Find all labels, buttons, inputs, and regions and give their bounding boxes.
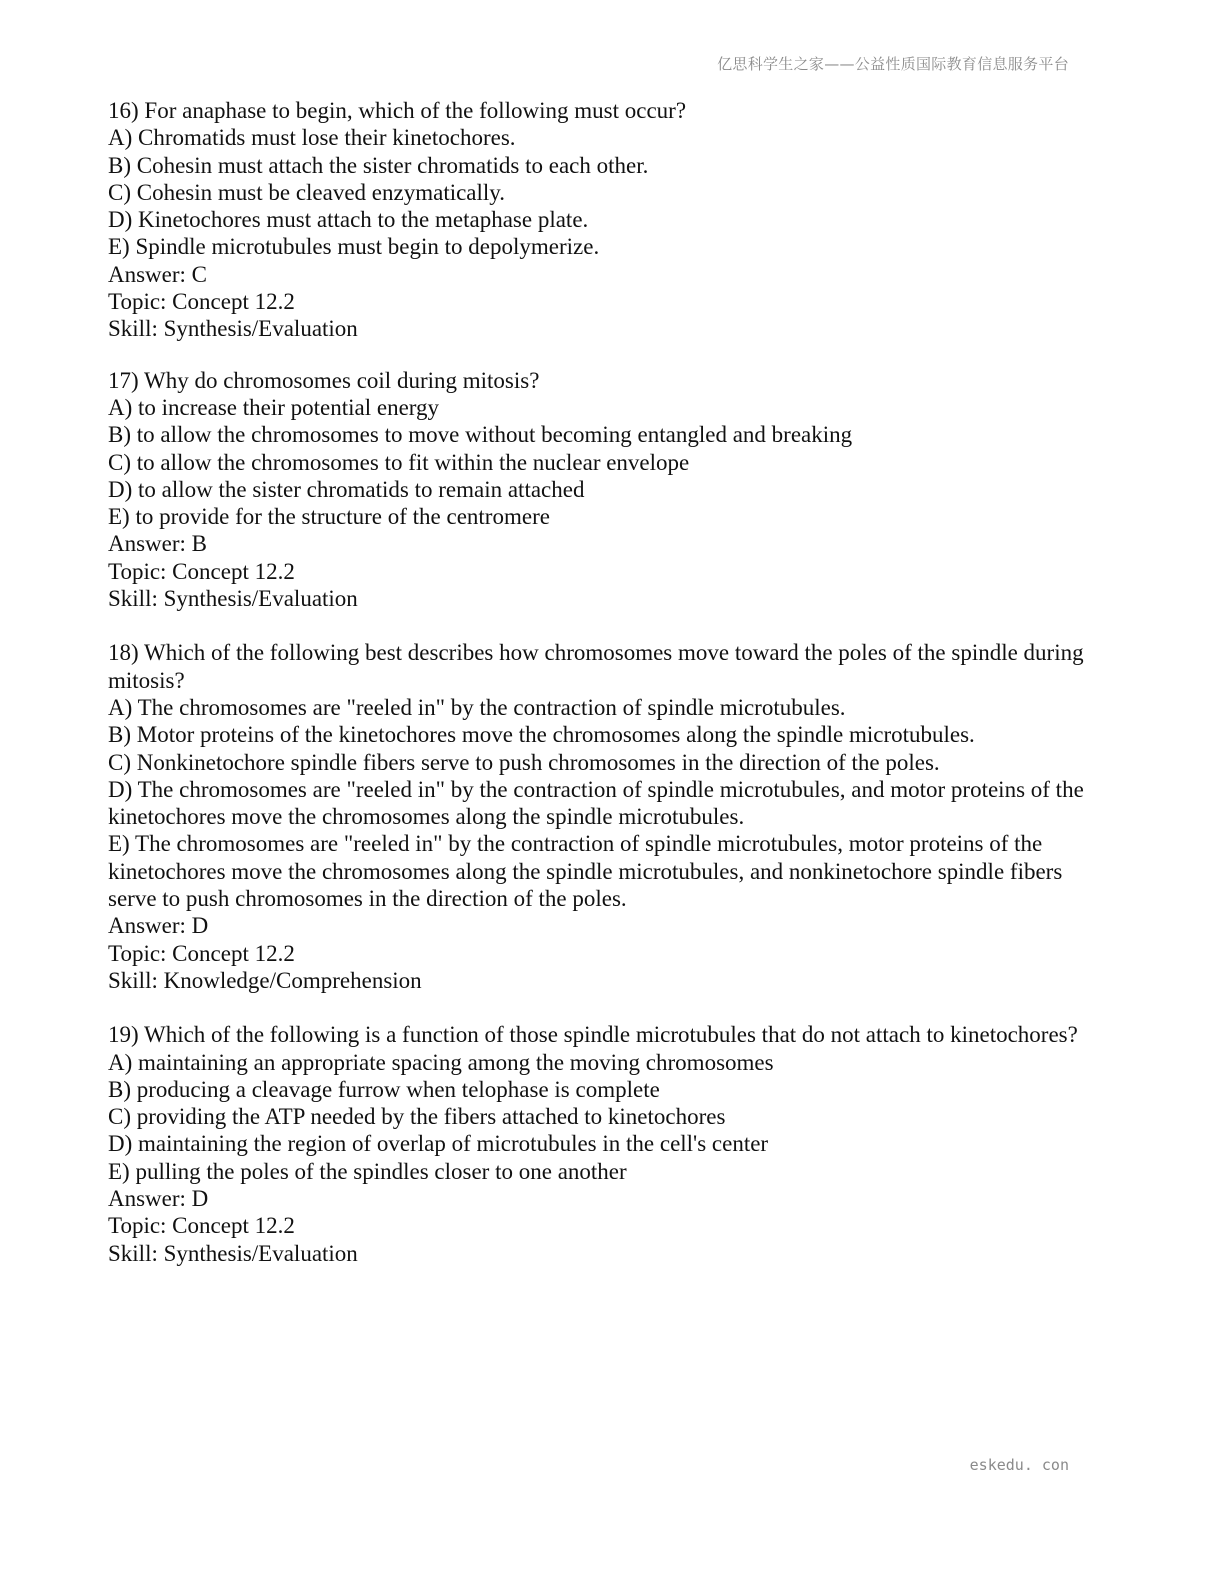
question-19 <box>108 1021 1108 1267</box>
answer: Answer: D <box>108 1185 209 1211</box>
skill: Skill: Knowledge/Comprehension <box>108 967 422 993</box>
option-c: C) Cohesin must be cleaved enzymatically. <box>108 179 506 205</box>
answer: Answer: B <box>108 531 208 557</box>
topic: Topic: Concept 12.2 <box>108 940 295 966</box>
skill: Skill: Synthesis/Evaluation <box>108 586 358 612</box>
option-d: D) Kinetochores must attach to the metaphase plate. <box>108 207 589 233</box>
option-c: C) to allow the chromosomes to fit within the nuclear envelope <box>108 449 690 475</box>
skill: Skill: Synthesis/Evaluation <box>108 316 358 342</box>
option-e: E) pulling the poles of the spindles closer to one another <box>108 1158 627 1184</box>
skill: Skill: Synthesis/Evaluation <box>108 1240 358 1266</box>
option-a: A) The chromosomes are "reeled in" by the contraction of spindle microtubules. <box>108 694 846 720</box>
page-header: 亿思科学生之家——公益性质国际教育信息服务平台 <box>717 55 1069 73</box>
topic: Topic: Concept 12.2 <box>108 558 295 584</box>
option-c: C) Nonkinetochore spindle fibers serve to push chromosomes in the direction of the poles. <box>108 749 940 775</box>
question-list <box>108 97 1108 1267</box>
option-e: E) The chromosomes are "reeled in" by the contraction of spindle microtubules, motor proteins of the kinetochores move the chromosomes along the spindle microtubules, and nonkinetochore spindle fibers serve to push chromosomes in the direction of the poles. <box>108 831 1063 912</box>
answer: Answer: C <box>108 261 208 287</box>
option-a: A) to increase their potential energy <box>108 394 440 420</box>
option-e: E) to provide for the structure of the centromere <box>108 504 550 530</box>
question-stem: 17) Why do chromosomes coil during mitosis? <box>108 367 540 393</box>
option-e: E) Spindle microtubules must begin to depolymerize. <box>108 234 600 260</box>
option-b: B) Cohesin must attach the sister chromatids to each other. <box>108 152 649 178</box>
option-d: D) The chromosomes are "reeled in" by the contraction of spindle microtubules, and motor proteins of the kinetochores move the chromosomes along the spindle microtubules. <box>108 776 1084 830</box>
question-stem: 16) For anaphase to begin, which of the following must occur? <box>108 98 687 123</box>
option-c: C) providing the ATP needed by the fibers attached to kinetochores <box>108 1104 726 1130</box>
question-17 <box>108 367 1108 613</box>
option-d: D) maintaining the region of overlap of microtubules in the cell's center <box>108 1131 769 1157</box>
topic: Topic: Concept 12.2 <box>108 289 295 315</box>
answer: Answer: D <box>108 913 209 939</box>
question-18 <box>108 639 1108 994</box>
option-b: B) Motor proteins of the kinetochores move the chromosomes along the spindle microtubules. <box>108 722 975 748</box>
page-footer: eskedu. con <box>969 1456 1069 1474</box>
question-stem: 18) Which of the following best describes how chromosomes move toward the poles of the spindle during mitosis? <box>108 640 1084 693</box>
option-a: A) maintaining an appropriate spacing among the moving chromosomes <box>108 1049 774 1075</box>
option-b: B) to allow the chromosomes to move without becoming entangled and breaking <box>108 422 853 448</box>
option-a: A) Chromatids must lose their kinetochores. <box>108 125 516 151</box>
question-stem: 19) Which of the following is a function of those spindle microtubules that do not attach to kinetochores? <box>108 1022 1078 1048</box>
topic: Topic: Concept 12.2 <box>108 1213 295 1239</box>
question-16 <box>108 97 1108 343</box>
option-d: D) to allow the sister chromatids to remain attached <box>108 476 585 502</box>
option-b: B) producing a cleavage furrow when telophase is complete <box>108 1076 660 1102</box>
